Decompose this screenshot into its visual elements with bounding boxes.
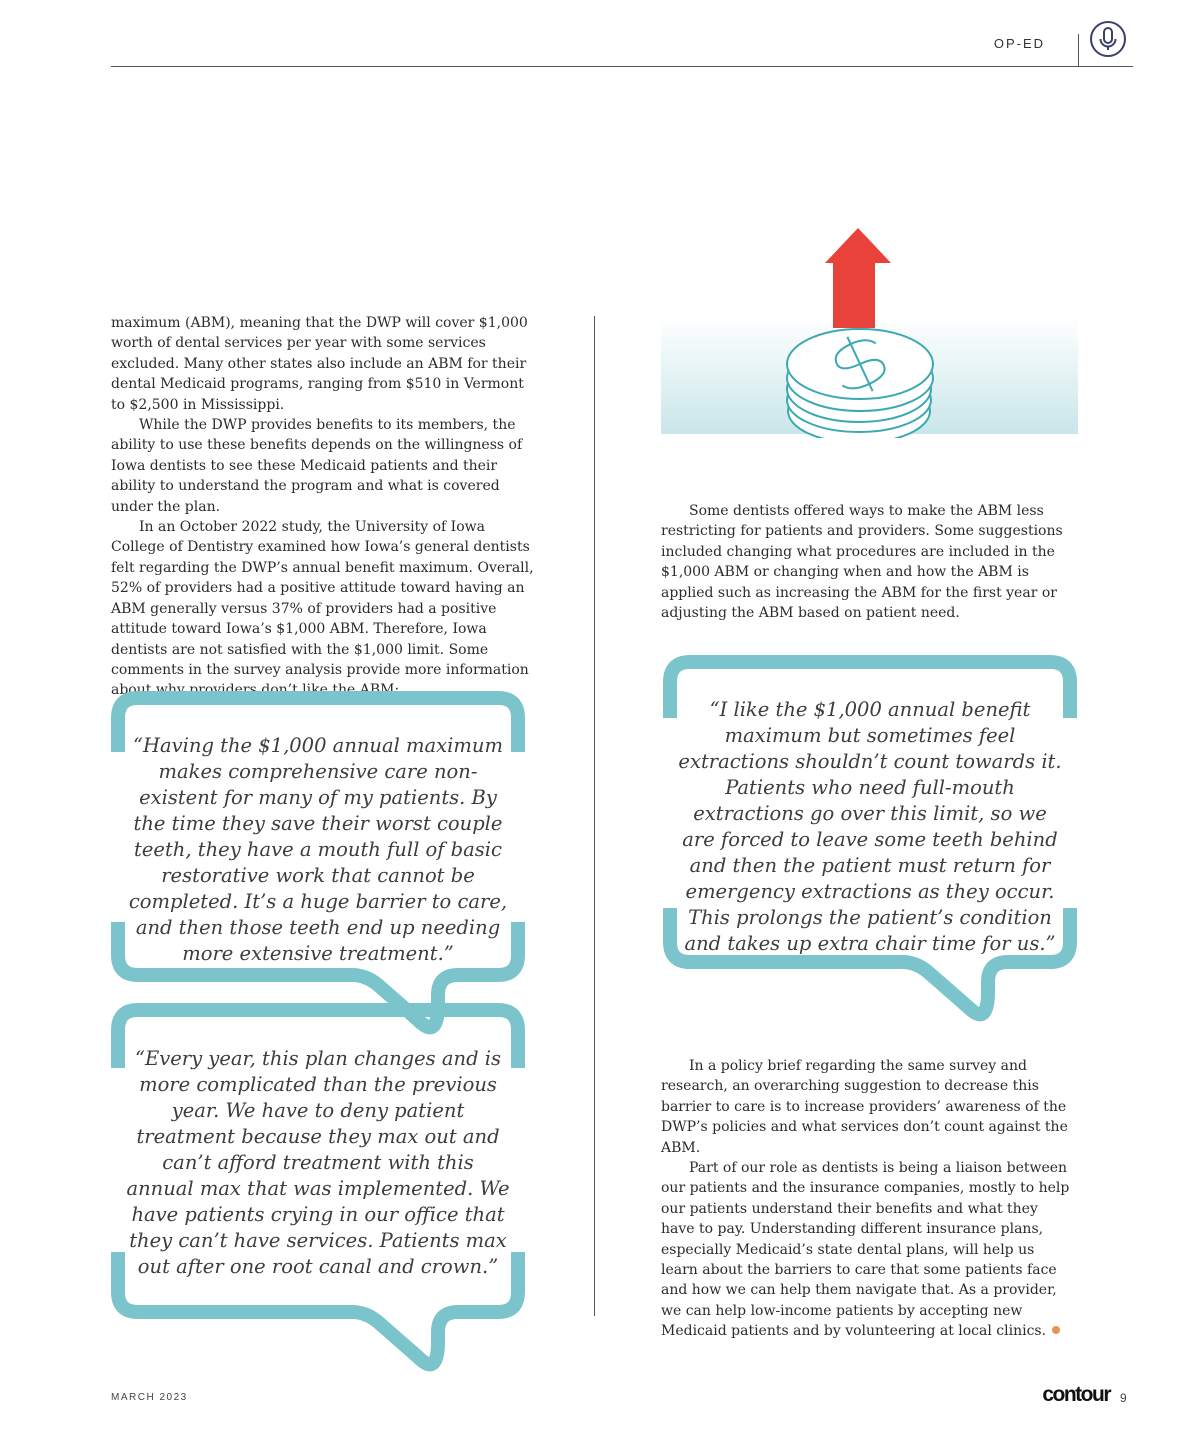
up-arrow — [825, 228, 891, 328]
page-number: 9 — [1120, 1391, 1127, 1405]
body-paragraph: Some dentists offered ways to make the ABM less restricting for patients and providers. Some suggestions included changing what procedures are included in the $1,000 ABM or changing when and how the ABM is applied such as increasing the ABM for the first year or adjusting the ABM based on patient need. — [661, 503, 1063, 622]
body-paragraph: While the DWP provides benefits to its members, the ability to use these benefits depends on the willingness of Iowa dentists to see these Medicaid patients and their ability to understand the program and what is covered under the plan. — [111, 417, 523, 515]
right-column-text-bottom — [661, 1056, 1073, 1342]
footer-date: MARCH 2023 — [111, 1392, 188, 1403]
right-column-text-top — [661, 501, 1073, 623]
end-mark-dot — [1052, 1326, 1060, 1334]
quote-3: “I like the $1,000 annual benefit maximum but sometimes feel extractions shouldn’t count towards it. Patients who need full-mouth extractions go over this limit, so we are forced to leave some teeth behind and then the patient must return for emergency extractions as they occur. This prolongs the patient’s condition and takes up extra chair time for us.” — [678, 698, 1062, 955]
closing-paragraph-text: Part of our role as dentists is being a liaison between our patients and the insurance companies, mostly to help our patients understand their benefits and what they have to pay. Understanding different insurance plans, especially Medicaid’s state dental plans, will help us learn about the barriers to care that some patients face and how we can help them navigate that. As a provider, we can help low-income patients by accepting new Medicaid patients and by volunteering at local clinics. — [661, 1160, 1070, 1340]
quote-1: “Having the $1,000 annual maximum makes comprehensive care non-existent for many of my patients. By the time they save their worst couple teeth, they have a mouth full of basic restorative work that cannot be completed. It’s a huge barrier to care, and then those teeth end up needing more extensive treatment.” — [128, 734, 508, 965]
body-paragraph: maximum (ABM), meaning that the DWP will cover $1,000 worth of dental services per year with some services excluded. Many other states also include an ABM for their dental Medicaid programs, ranging from $510 in Vermont to $2,500 in Mississippi. — [111, 315, 528, 413]
body-paragraph — [661, 1158, 1073, 1342]
section-label: OP-ED — [993, 36, 1045, 51]
brand-logo: contour — [1042, 1383, 1110, 1406]
body-paragraph: In an October 2022 study, the University of Iowa College of Dentistry examined how Iowa’s general dentists felt regarding the DWP’s annual benefit maximum. Overall, 52% of providers had a positive attitude toward having an ABM generally versus 37% of providers had a positive attitude toward Iowa’s $1,000 ABM. Therefore, Iowa dentists are not satisfied with the $1,000 limit. Some comments in the survey analysis provide more information about why providers don’t like the ABM: — [111, 519, 534, 699]
coin-stack-illustration — [661, 228, 1078, 438]
body-paragraph: In a policy brief regarding the same survey and research, an overarching suggestion to decrease this barrier to care is to increase providers’ awareness of the DWP’s policies and what services don’t count against the ABM. — [661, 1058, 1068, 1156]
quote-2: “Every year, this plan changes and is more complicated than the previous year. We have to deny patient treatment because they max out and can’t afford treatment with this annual max that was implemented. We have patients crying in our office that they can’t have services. Patients max out after one root canal and crown.” — [126, 1047, 510, 1278]
